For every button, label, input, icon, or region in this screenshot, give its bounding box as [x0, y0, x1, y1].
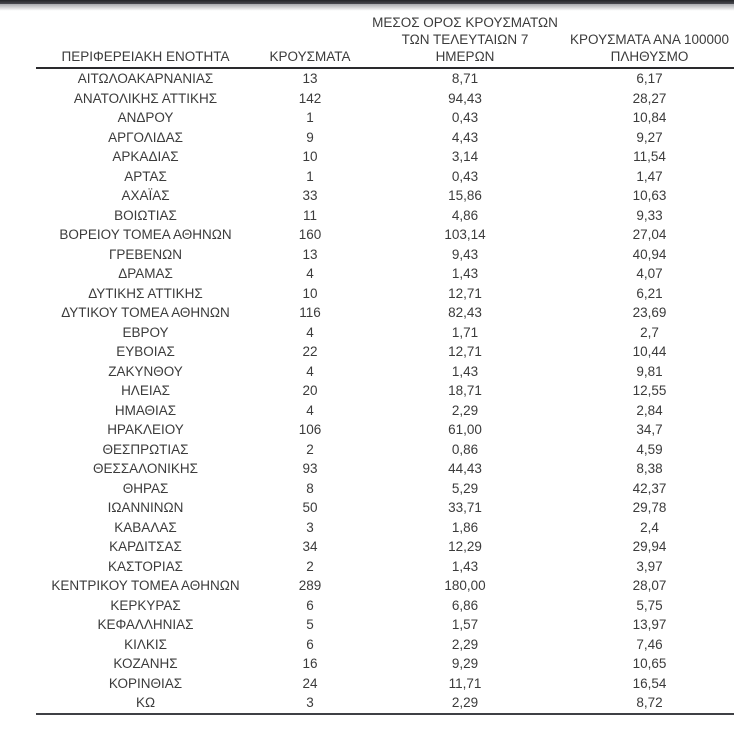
- per100k-cell: 6,21: [636, 285, 663, 301]
- per100k-cell: 2,7: [640, 324, 659, 340]
- cases-cell: 106: [298, 422, 322, 437]
- region-cell: ΒΟΡΕΙΟΥ ΤΟΜΕΑ ΑΘΗΝΩΝ: [59, 227, 232, 242]
- region-cell: ΚΕΡΚΥΡΑΣ: [110, 597, 181, 613]
- table-row: [36, 108, 734, 128]
- table-row: [36, 381, 734, 401]
- table-row: [36, 674, 734, 694]
- table-header: [36, 14, 734, 68]
- table-body: [36, 68, 734, 714]
- region-cell: ΑΙΤΩΛΟΑΚΑΡΝΑΝΙΑΣ: [77, 71, 214, 86]
- avg7-cell: 9,43: [451, 246, 479, 262]
- table-row: [36, 264, 734, 284]
- region-cell: ΖΑΚΥΝΘΟΥ: [108, 363, 183, 379]
- table-row: [36, 440, 734, 460]
- cases-cell: 5: [306, 617, 314, 632]
- avg7-cell: 18,71: [448, 383, 482, 398]
- region-cell: ΚΟΖΑΝΗΣ: [113, 656, 178, 671]
- region-cell: ΚΙΛΚΙΣ: [124, 636, 167, 652]
- region-cell: ΗΛΕΙΑΣ: [121, 383, 170, 398]
- per100k-cell: 29,94: [632, 539, 667, 554]
- cases-cell: 8: [306, 480, 314, 496]
- per100k-cell: 10,84: [632, 110, 667, 125]
- per100k-cell: 34,7: [636, 422, 663, 437]
- per100k-cell: 4,07: [636, 266, 663, 281]
- avg7-cell: 4,86: [451, 207, 479, 223]
- per100k-cell: 10,63: [632, 188, 667, 203]
- table-row: [36, 635, 734, 655]
- per100k-cell: 42,37: [632, 480, 667, 496]
- per100k-cell: 13,97: [632, 617, 667, 632]
- cases-cell: 142: [298, 90, 322, 106]
- region-cell: ΑΡΓΟΛΙΔΑΣ: [108, 129, 183, 145]
- table-row: [36, 479, 734, 499]
- region-cell: ΚΑΣΤΟΡΙΑΣ: [108, 558, 183, 574]
- header-region-line: ΠΕΡΙΦΕΡΕΙΑΚΗ ΕΝΟΤΗΤΑ: [61, 49, 230, 64]
- cases-cell: 34: [302, 539, 318, 554]
- header-region: [36, 14, 255, 68]
- region-cell: ΕΥΒΟΙΑΣ: [116, 344, 175, 359]
- per100k-cell: 16,54: [632, 675, 667, 691]
- table-row: [36, 342, 734, 362]
- avg7-cell: 1,43: [451, 363, 479, 379]
- table-row: [36, 401, 734, 421]
- table-row: [36, 167, 734, 187]
- table-row: [36, 323, 734, 343]
- table-row: [36, 147, 734, 167]
- region-cell: ΘΕΣΣΑΛΟΝΙΚΗΣ: [92, 461, 199, 476]
- cases-cell: 93: [302, 461, 318, 476]
- header-avg7-line-2: ΤΩΝ ΤΕΛΕΥΤΑΙΩΝ 7: [401, 32, 529, 47]
- cases-cell: 2: [306, 441, 314, 457]
- cases-cell: 33: [302, 188, 318, 203]
- table-row: [36, 615, 734, 635]
- cases-cell: 3: [255, 693, 365, 714]
- avg7-cell: 0,86: [451, 441, 479, 457]
- avg7-cell: 9,29: [451, 656, 479, 671]
- cases-cell: 13: [302, 71, 318, 86]
- per100k-cell: 23,69: [632, 305, 667, 320]
- avg7-cell: 1,71: [451, 324, 479, 340]
- avg7-cell: 1,86: [451, 519, 479, 535]
- cases-cell: 1: [306, 110, 314, 125]
- per100k-cell: 28,07: [632, 578, 667, 593]
- cases-cell: 10: [302, 285, 318, 301]
- cases-cell: 13: [302, 246, 318, 262]
- region-cell: ΗΡΑΚΛΕΙΟΥ: [107, 422, 184, 437]
- avg7-cell: 33,71: [448, 500, 482, 515]
- cases-cell: 116: [299, 305, 321, 320]
- per100k-cell: 7,46: [636, 636, 663, 652]
- per100k-cell: 8,72: [565, 693, 734, 714]
- per100k-cell: 9,27: [636, 129, 663, 145]
- cases-cell: 10: [302, 149, 318, 164]
- per100k-cell: 4,59: [636, 441, 663, 457]
- cases-cell: 50: [302, 500, 318, 515]
- table-row: [36, 459, 734, 479]
- cases-cell: 20: [302, 383, 318, 398]
- avg7-cell: 2,29: [365, 693, 565, 714]
- region-cell: ΘΗΡΑΣ: [122, 480, 169, 496]
- per100k-cell: 28,27: [632, 90, 667, 106]
- avg7-cell: 12,71: [448, 285, 482, 301]
- per100k-cell: 8,38: [636, 461, 663, 476]
- header-row: [36, 14, 734, 68]
- per100k-cell: 29,78: [632, 500, 667, 515]
- table-row: [36, 284, 734, 304]
- cases-cell: 1: [306, 168, 314, 184]
- avg7-cell: 4,43: [451, 129, 479, 145]
- cases-cell: 24: [302, 675, 318, 691]
- header-per100k: [565, 14, 734, 68]
- region-cell: ΑΧΑΪΑΣ: [121, 188, 170, 203]
- avg7-cell: 44,43: [448, 461, 482, 476]
- cases-cell: 3: [306, 519, 314, 535]
- table-row: [36, 576, 734, 596]
- avg7-cell: 1,43: [451, 558, 479, 574]
- avg7-cell: 94,43: [448, 90, 482, 106]
- region-cell: ΚΩ: [36, 693, 255, 714]
- cases-cell: 4: [306, 402, 314, 418]
- table-row: [36, 420, 734, 440]
- header-per100k-line-2: ΠΛΗΘΥΣΜΟ: [610, 49, 689, 64]
- per100k-cell: 40,94: [632, 246, 667, 262]
- regional-cases-table: [36, 14, 734, 715]
- table-row: [36, 498, 734, 518]
- avg7-cell: 2,29: [451, 402, 479, 418]
- per100k-cell: 9,81: [636, 363, 663, 379]
- cases-cell: 11: [302, 207, 317, 223]
- avg7-cell: 82,43: [448, 305, 482, 320]
- avg7-cell: 2,29: [451, 636, 479, 652]
- header-avg7: [365, 14, 565, 68]
- table-row: [36, 362, 734, 382]
- cases-cell: 289: [298, 578, 322, 593]
- region-cell: ΘΕΣΠΡΩΤΙΑΣ: [102, 441, 189, 457]
- avg7-cell: 1,57: [451, 617, 479, 632]
- region-cell: ΚΟΡΙΝΘΙΑΣ: [108, 675, 183, 691]
- table-row: [36, 518, 734, 538]
- table-row: [36, 596, 734, 616]
- table-row: [36, 693, 734, 714]
- cases-cell: 16: [302, 656, 318, 671]
- header-avg7-line-3: ΗΜΕΡΩΝ: [435, 49, 495, 64]
- avg7-cell: 0,43: [451, 168, 479, 184]
- region-cell: ΒΟΙΩΤΙΑΣ: [114, 207, 177, 223]
- table-row: [36, 245, 734, 265]
- avg7-cell: 180,00: [444, 578, 486, 593]
- avg7-cell: 6,86: [451, 597, 479, 613]
- avg7-cell: 3,14: [451, 149, 479, 164]
- avg7-cell: 15,86: [448, 188, 482, 203]
- avg7-cell: 1,43: [451, 266, 479, 281]
- per100k-cell: 27,04: [632, 227, 667, 242]
- window-top-edge-shadow: [0, 4, 734, 12]
- table-row: [36, 89, 734, 109]
- avg7-cell: 11,71: [448, 675, 482, 691]
- header-avg7-line-1: ΜΕΣΟΣ ΟΡΟΣ ΚΡΟΥΣΜΑΤΩΝ: [372, 15, 558, 30]
- region-cell: ΗΜΑΘΙΑΣ: [114, 402, 177, 418]
- region-cell: ΓΡΕΒΕΝΩΝ: [108, 246, 183, 262]
- cases-cell: 160: [298, 227, 322, 242]
- avg7-cell: 8,71: [451, 71, 479, 86]
- cases-cell: 4: [306, 266, 314, 281]
- region-cell: ΑΝΔΡΟΥ: [117, 110, 174, 125]
- avg7-cell: 12,29: [448, 539, 482, 554]
- table-row: [36, 654, 734, 674]
- avg7-cell: 5,29: [451, 480, 479, 496]
- per100k-cell: 11,54: [633, 149, 666, 164]
- cases-cell: 2: [306, 558, 314, 574]
- header-cases: [255, 14, 365, 68]
- cases-cell: 4: [306, 363, 314, 379]
- header-cases-line: ΚΡΟΥΣΜΑΤΑ: [269, 49, 351, 64]
- region-cell: ΔΥΤΙΚΟΥ ΤΟΜΕΑ ΑΘΗΝΩΝ: [61, 305, 230, 320]
- cases-cell: 4: [306, 324, 314, 340]
- region-cell: ΚΑΒΑΛΑΣ: [114, 519, 177, 535]
- avg7-cell: 0,43: [451, 110, 479, 125]
- table-row: [36, 557, 734, 577]
- avg7-cell: 12,71: [448, 344, 482, 359]
- cases-cell: 6: [306, 597, 314, 613]
- table-row: [36, 303, 734, 323]
- header-per100k-line-1: ΚΡΟΥΣΜΑΤΑ ΑΝΑ 100000: [570, 32, 729, 47]
- table-row: [36, 537, 734, 557]
- region-cell: ΚΑΡΔΙΤΣΑΣ: [109, 539, 182, 554]
- region-cell: ΑΡΤΑΣ: [124, 168, 167, 184]
- per100k-cell: 2,4: [640, 519, 659, 535]
- table-row: [36, 128, 734, 148]
- region-cell: ΑΝΑΤΟΛΙΚΗΣ ΑΤΤΙΚΗΣ: [73, 90, 218, 106]
- table-row: [36, 225, 734, 245]
- table-row: [36, 186, 734, 206]
- cases-cell: 9: [306, 129, 314, 145]
- region-cell: ΚΕΦΑΛΛΗΝΙΑΣ: [97, 617, 194, 632]
- avg7-cell: 103,14: [444, 227, 486, 242]
- per100k-cell: 12,55: [632, 383, 667, 398]
- region-cell: ΚΕΝΤΡΙΚΟΥ ΤΟΜΕΑ ΑΘΗΝΩΝ: [51, 578, 240, 593]
- per100k-cell: 1,47: [636, 168, 663, 184]
- per100k-cell: 2,84: [636, 402, 663, 418]
- region-cell: ΑΡΚΑΔΙΑΣ: [112, 149, 179, 164]
- region-cell: ΕΒΡΟΥ: [122, 324, 169, 340]
- per100k-cell: 9,33: [636, 207, 663, 223]
- avg7-cell: 61,00: [448, 422, 482, 437]
- table-row: [36, 68, 734, 89]
- region-cell: ΔΡΑΜΑΣ: [118, 266, 173, 281]
- cases-cell: 6: [306, 636, 314, 652]
- per100k-cell: 10,44: [632, 344, 667, 359]
- per100k-cell: 3,97: [636, 558, 663, 574]
- per100k-cell: 5,75: [636, 597, 663, 613]
- cases-cell: 22: [302, 344, 318, 359]
- table-row: [36, 206, 734, 226]
- region-cell: ΙΩΑΝΝΙΝΩΝ: [107, 500, 184, 515]
- per100k-cell: 6,17: [636, 71, 663, 86]
- per100k-cell: 10,65: [632, 656, 667, 671]
- region-cell: ΔΥΤΙΚΗΣ ΑΤΤΙΚΗΣ: [88, 285, 203, 301]
